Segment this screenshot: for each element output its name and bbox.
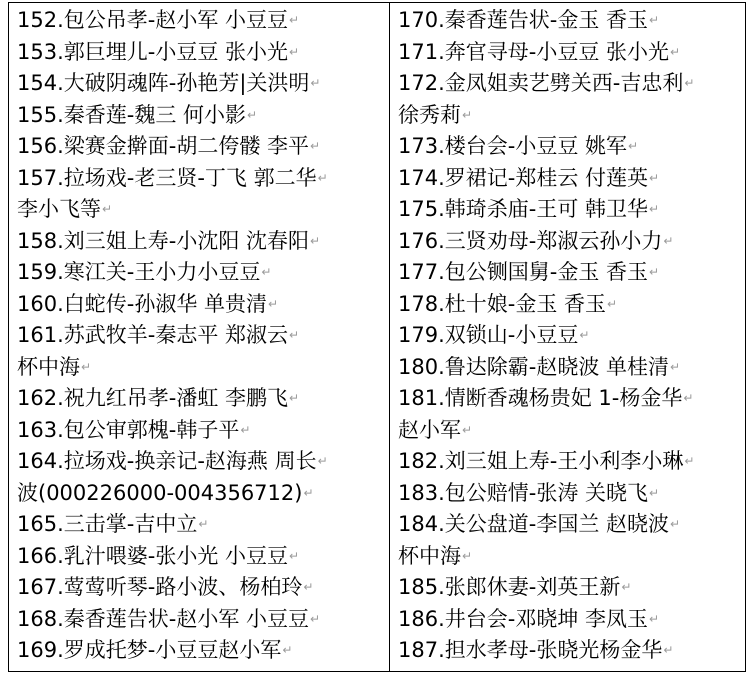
left-column bbox=[17, 5, 379, 667]
line-text: 183.包公赔情-张涛 关晓飞 bbox=[398, 480, 649, 505]
paragraph-mark-icon: ↵ bbox=[649, 202, 660, 217]
line-text: 173.楼台会-小豆豆 姚军 bbox=[398, 134, 628, 158]
paragraph-mark-icon: ↵ bbox=[303, 485, 314, 500]
text-line bbox=[17, 257, 379, 289]
paragraph-mark-icon: ↵ bbox=[684, 76, 695, 91]
line-text: 杯中海 bbox=[398, 543, 461, 568]
text-line bbox=[17, 541, 379, 573]
text-line bbox=[398, 352, 738, 384]
text-line bbox=[17, 478, 379, 510]
text-line bbox=[17, 320, 379, 352]
paragraph-mark-icon: ↵ bbox=[289, 13, 300, 28]
paragraph-mark-icon: ↵ bbox=[81, 359, 92, 374]
line-text: 172.金凤姐卖艺劈关西-吉忠利 bbox=[398, 71, 684, 95]
text-line bbox=[398, 226, 738, 258]
line-text: 184.关公盘道-李国兰 赵晓波 bbox=[398, 512, 670, 536]
paragraph-mark-icon: ↵ bbox=[310, 611, 321, 626]
paragraph-mark-icon: ↵ bbox=[628, 139, 639, 154]
text-line bbox=[17, 446, 379, 478]
paragraph-mark-icon: ↵ bbox=[663, 233, 674, 248]
text-line bbox=[398, 635, 738, 667]
text-line bbox=[398, 100, 738, 132]
line-text: 159.寒江关-王小力小豆豆 bbox=[17, 260, 261, 284]
paragraph-mark-icon: ↵ bbox=[310, 76, 321, 91]
text-line bbox=[17, 100, 379, 132]
paragraph-mark-icon: ↵ bbox=[663, 643, 674, 658]
text-line bbox=[398, 383, 738, 415]
line-text: 181.情断香魂杨贵妃 1-杨金华 bbox=[398, 386, 683, 410]
text-line bbox=[17, 194, 379, 226]
line-text: 180.鲁达除霸-赵晓波 单桂清 bbox=[398, 354, 670, 379]
text-line bbox=[398, 541, 738, 573]
paragraph-mark-icon: ↵ bbox=[462, 548, 473, 563]
text-line bbox=[398, 68, 738, 100]
line-text: 李小飞等 bbox=[17, 197, 101, 221]
line-text: 163.包公审郭槐-韩子平 bbox=[17, 417, 240, 442]
line-text: 182.刘三姐上寿-王小利李小琳 bbox=[398, 449, 684, 473]
text-line bbox=[17, 415, 379, 447]
text-line bbox=[17, 68, 379, 100]
line-text: 161.苏武牧羊-秦志平 郑淑云 bbox=[17, 323, 289, 347]
text-line bbox=[398, 478, 738, 510]
paragraph-mark-icon: ↵ bbox=[649, 13, 660, 28]
paragraph-mark-icon: ↵ bbox=[310, 139, 321, 154]
paragraph-mark-icon: ↵ bbox=[102, 202, 113, 217]
text-line bbox=[17, 37, 379, 69]
line-text: 162.祝九红吊孝-潘虹 李鹏飞 bbox=[17, 386, 289, 410]
text-line bbox=[17, 383, 379, 415]
paragraph-mark-icon: ↵ bbox=[670, 44, 681, 59]
column-divider bbox=[389, 3, 390, 671]
paragraph-mark-icon: ↵ bbox=[683, 391, 694, 406]
paragraph-mark-icon: ↵ bbox=[289, 548, 300, 563]
line-text: 155.秦香莲-魏三 何小影 bbox=[17, 102, 247, 127]
paragraph-mark-icon: ↵ bbox=[621, 580, 632, 595]
paragraph-mark-icon: ↵ bbox=[317, 454, 328, 469]
line-text: 179.双锁山-小豆豆 bbox=[398, 323, 579, 347]
line-text: 174.罗裙记-郑桂云 付莲英 bbox=[398, 165, 649, 190]
paragraph-mark-icon: ↵ bbox=[462, 422, 473, 437]
text-line bbox=[398, 572, 738, 604]
paragraph-mark-icon: ↵ bbox=[282, 643, 293, 658]
line-text: 164.拉场戏-换亲记-赵海燕 周长 bbox=[17, 449, 317, 473]
line-text: 杯中海 bbox=[17, 354, 80, 379]
line-text: 157.拉场戏-老三贤-丁飞 郭二华 bbox=[17, 165, 317, 190]
paragraph-mark-icon: ↵ bbox=[649, 485, 660, 500]
text-line bbox=[17, 509, 379, 541]
paragraph-mark-icon: ↵ bbox=[261, 265, 272, 280]
paragraph-mark-icon: ↵ bbox=[289, 44, 300, 59]
text-line bbox=[17, 5, 379, 37]
line-text: 赵小军 bbox=[398, 417, 461, 442]
text-line bbox=[17, 572, 379, 604]
line-text: 167.莺莺听琴-路小波、杨柏玲 bbox=[17, 575, 303, 599]
line-text: 178.杜十娘-金玉 香玉 bbox=[398, 291, 607, 316]
paragraph-mark-icon: ↵ bbox=[684, 454, 695, 469]
line-text: 171.奔官寻母-小豆豆 张小光 bbox=[398, 39, 670, 64]
paragraph-mark-icon: ↵ bbox=[303, 580, 314, 595]
paragraph-mark-icon: ↵ bbox=[579, 328, 590, 343]
text-line bbox=[398, 446, 738, 478]
text-line bbox=[17, 352, 379, 384]
line-text: 徐秀莉 bbox=[398, 102, 461, 127]
paragraph-mark-icon: ↵ bbox=[462, 107, 473, 122]
text-line bbox=[398, 320, 738, 352]
text-line bbox=[17, 289, 379, 321]
text-line bbox=[398, 194, 738, 226]
text-line bbox=[398, 415, 738, 447]
text-line bbox=[398, 257, 738, 289]
paragraph-mark-icon: ↵ bbox=[198, 517, 209, 532]
line-text: 165.三击掌-吉中立 bbox=[17, 512, 198, 536]
paragraph-mark-icon: ↵ bbox=[240, 422, 251, 437]
line-text: 波(000226000-004356712) bbox=[17, 480, 303, 505]
paragraph-mark-icon: ↵ bbox=[310, 233, 321, 248]
line-text: 168.秦香莲告状-赵小军 小豆豆 bbox=[17, 606, 310, 631]
paragraph-mark-icon: ↵ bbox=[670, 517, 681, 532]
text-line bbox=[398, 604, 738, 636]
line-text: 177.包公铡国舅-金玉 香玉 bbox=[398, 260, 649, 284]
text-line bbox=[17, 635, 379, 667]
line-text: 169.罗成托梦-小豆豆赵小军 bbox=[17, 638, 282, 662]
line-text: 187.担水孝母-张晓光杨金华 bbox=[398, 638, 663, 662]
paragraph-mark-icon: ↵ bbox=[607, 296, 618, 311]
line-text: 153.郭巨埋儿-小豆豆 张小光 bbox=[17, 39, 289, 64]
line-text: 166.乳汁喂婆-张小光 小豆豆 bbox=[17, 543, 289, 568]
line-text: 156.梁赛金擀面-胡二侉髅 李平 bbox=[17, 134, 310, 158]
text-line bbox=[17, 604, 379, 636]
paragraph-mark-icon: ↵ bbox=[649, 611, 660, 626]
line-text: 170.秦香莲告状-金玉 香玉 bbox=[398, 8, 649, 32]
line-text: 152.包公吊孝-赵小军 小豆豆 bbox=[17, 8, 289, 32]
text-line bbox=[398, 131, 738, 163]
line-text: 186.井台会-邓晓坤 李凤玉 bbox=[398, 606, 649, 631]
line-text: 160.白蛇传-孙淑华 单贵清 bbox=[17, 291, 268, 316]
text-line bbox=[398, 509, 738, 541]
text-line bbox=[398, 5, 738, 37]
text-line bbox=[17, 226, 379, 258]
line-text: 185.张郎休妻-刘英王新 bbox=[398, 575, 621, 599]
document-table bbox=[8, 2, 746, 672]
line-text: 154.大破阴魂阵-孙艳芳|关洪明 bbox=[17, 71, 310, 95]
text-line bbox=[398, 163, 738, 195]
text-line bbox=[398, 37, 738, 69]
line-text: 176.三贤劝母-郑淑云孙小力 bbox=[398, 228, 663, 253]
paragraph-mark-icon: ↵ bbox=[670, 359, 681, 374]
paragraph-mark-icon: ↵ bbox=[289, 391, 300, 406]
paragraph-mark-icon: ↵ bbox=[268, 296, 279, 311]
line-text: 158.刘三姐上寿-小沈阳 沈春阳 bbox=[17, 228, 310, 253]
line-text: 175.韩琦杀庙-王可 韩卫华 bbox=[398, 197, 649, 221]
paragraph-mark-icon: ↵ bbox=[317, 170, 328, 185]
right-column bbox=[398, 5, 738, 667]
text-line bbox=[17, 163, 379, 195]
text-line bbox=[17, 131, 379, 163]
text-line bbox=[398, 289, 738, 321]
paragraph-mark-icon: ↵ bbox=[247, 107, 258, 122]
paragraph-mark-icon: ↵ bbox=[289, 328, 300, 343]
paragraph-mark-icon: ↵ bbox=[649, 265, 660, 280]
paragraph-mark-icon: ↵ bbox=[649, 170, 660, 185]
